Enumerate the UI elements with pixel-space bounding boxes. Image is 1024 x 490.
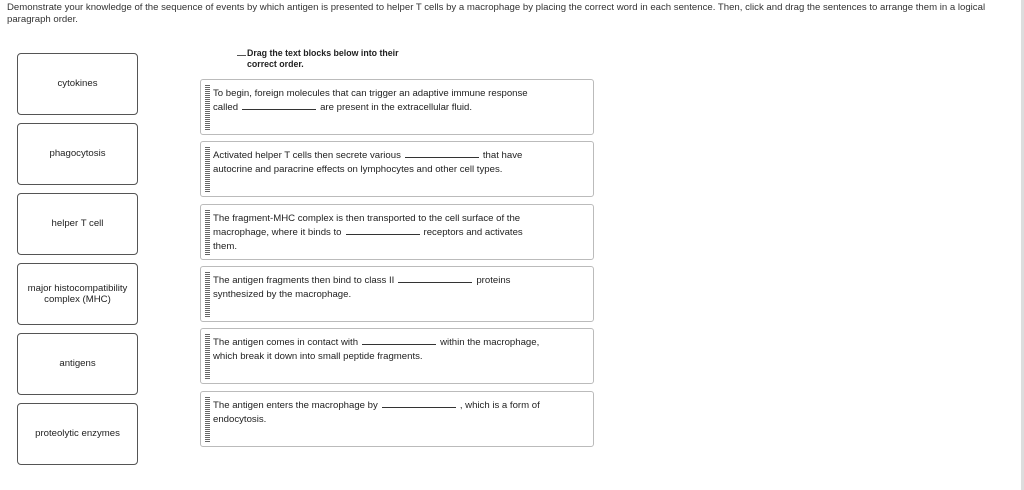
sentence-after: proteins synthesized by the macrophage. bbox=[213, 275, 511, 300]
word-chip-label: antigens bbox=[59, 358, 96, 370]
sentence-card-5[interactable] bbox=[200, 328, 594, 384]
heading-pointer bbox=[237, 55, 246, 56]
sentence-card-4[interactable] bbox=[200, 266, 594, 322]
drag-handle-icon[interactable] bbox=[205, 271, 210, 317]
word-chip-label: proteolytic enzymes bbox=[35, 428, 120, 440]
sentence-after: receptors and activates them. bbox=[213, 227, 523, 252]
sentence-card-1[interactable] bbox=[200, 79, 594, 135]
blank-drop-target[interactable] bbox=[382, 406, 456, 408]
drag-handle-icon[interactable] bbox=[205, 146, 210, 192]
blank-drop-target[interactable] bbox=[346, 233, 420, 235]
sentence-after: within the macrophage, which break it down into small peptide fragments. bbox=[213, 337, 540, 362]
blank-drop-target[interactable] bbox=[405, 156, 479, 158]
sentence-text bbox=[213, 149, 543, 177]
sentence-before: Activated helper T cells then secrete various bbox=[213, 150, 401, 161]
sentence-after: , which is a form of endocytosis. bbox=[213, 400, 540, 425]
sentence-after: that have autocrine and paracrine effects on lymphocytes and other cell types. bbox=[213, 150, 523, 175]
word-chip-label: phagocytosis bbox=[49, 148, 106, 160]
word-chip-label: helper T cell bbox=[51, 218, 104, 230]
sentence-before: The fragment-MHC complex is then transported to the cell surface of the macrophage, where it binds to bbox=[213, 213, 521, 238]
sentence-text bbox=[213, 87, 543, 115]
drag-heading bbox=[247, 48, 427, 70]
word-chip-helper-t-cell[interactable] bbox=[17, 193, 138, 255]
sentence-before: The antigen enters the macrophage by bbox=[213, 400, 378, 411]
word-chip-cytokines[interactable] bbox=[17, 53, 138, 115]
sentence-text bbox=[213, 399, 543, 427]
blank-drop-target[interactable] bbox=[242, 108, 316, 110]
word-chip-proteolytic-enzymes[interactable] bbox=[17, 403, 138, 465]
word-chip-phagocytosis[interactable] bbox=[17, 123, 138, 185]
sentence-text bbox=[213, 274, 543, 302]
instructions-text: Demonstrate your knowledge of the sequence of events by which antigen is presented to helper T cells by a macrophage by placing the correct word in each sentence. Then, click and drag the sentences to arrange them in a logical paragraph order. bbox=[7, 2, 986, 25]
sentence-before: The antigen fragments then bind to class II bbox=[213, 275, 395, 286]
sentence-card-3[interactable] bbox=[200, 204, 594, 260]
sentence-text bbox=[213, 336, 543, 364]
drag-handle-icon[interactable] bbox=[205, 333, 210, 379]
word-chip-label: major histocompatibility complex (MHC) bbox=[27, 282, 128, 305]
word-chip-mhc[interactable] bbox=[17, 263, 138, 325]
sentence-text bbox=[213, 212, 543, 254]
drag-handle-icon[interactable] bbox=[205, 84, 210, 130]
sentence-card-6[interactable] bbox=[200, 391, 594, 447]
drag-handle-icon[interactable] bbox=[205, 209, 210, 255]
drag-handle-icon[interactable] bbox=[205, 396, 210, 442]
sentence-card-2[interactable] bbox=[200, 141, 594, 197]
blank-drop-target[interactable] bbox=[362, 343, 436, 345]
word-chip-label: cytokines bbox=[57, 78, 98, 89]
sentence-before: To begin, foreign molecules that can trigger an adaptive immune response called bbox=[213, 88, 528, 113]
drag-heading-text: Drag the text blocks below into their correct order. bbox=[247, 48, 399, 69]
blank-drop-target[interactable] bbox=[398, 281, 472, 283]
word-chip-antigens[interactable] bbox=[17, 333, 138, 395]
sentence-after: are present in the extracellular fluid. bbox=[320, 102, 473, 113]
sentence-before: The antigen comes in contact with bbox=[213, 337, 359, 348]
